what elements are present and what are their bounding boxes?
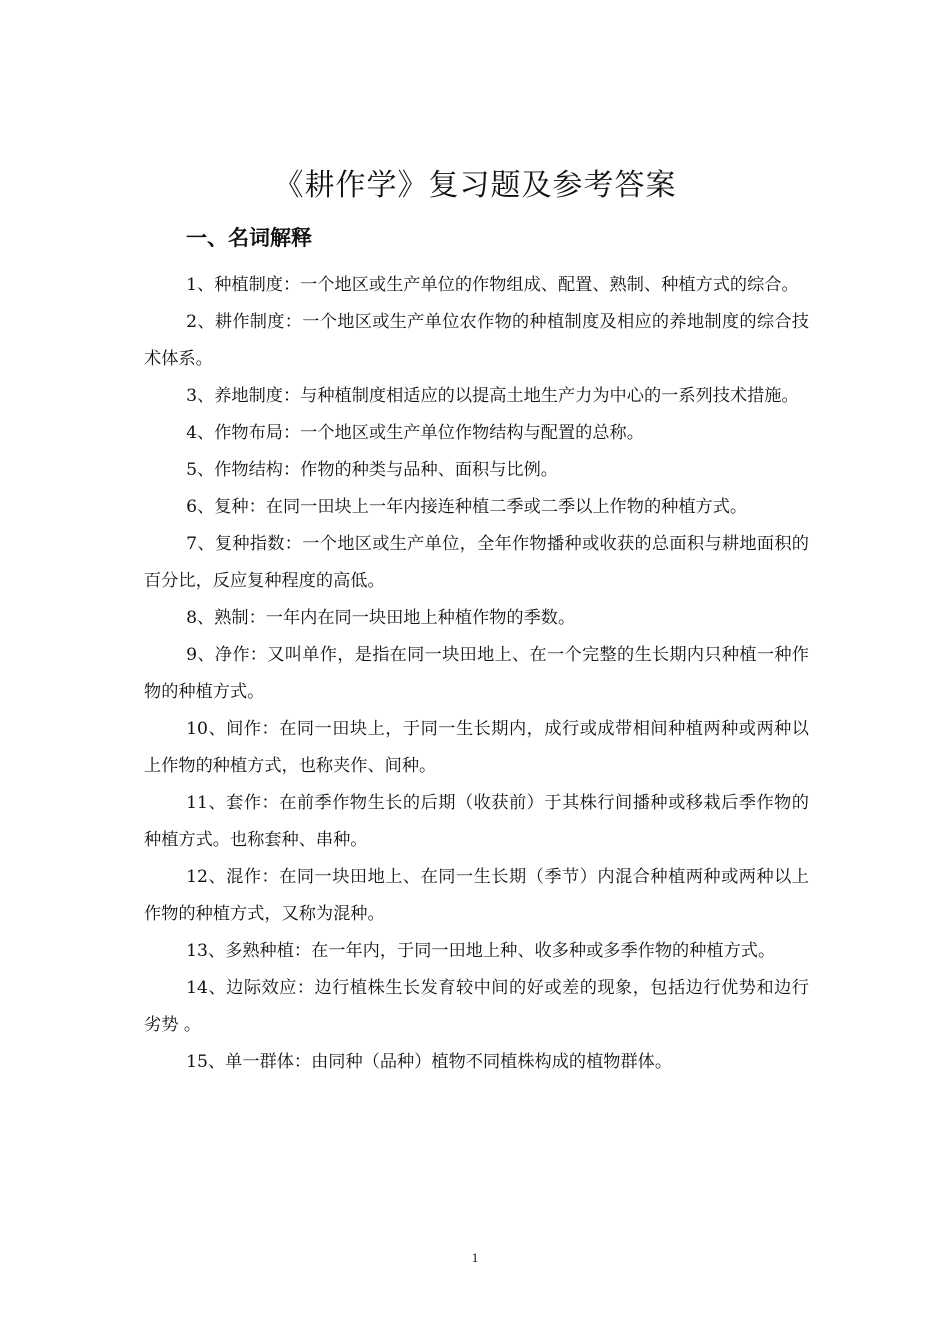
definition-item: 7、复种指数：一个地区或生产单位，全年作物播种或收获的总面积与耕地面积的百分比，反应复种程度的高低。 (144, 534, 809, 591)
page-title: 《耕作学》复习题及参考答案 (273, 168, 677, 203)
definition-item: 11、套作：在前季作物生长的后期（收获前）于其株行间播种或移栽后季作物的种植方式。也称套种、串种。 (144, 793, 809, 850)
section-heading: 一、名词解释 (186, 226, 312, 250)
definition-item: 8、熟制：一年内在同一块田地上种植作物的季数。 (186, 608, 576, 628)
definition-item: 4、作物布局：一个地区或生产单位作物结构与配置的总称。 (186, 423, 644, 443)
definition-item: 15、单一群体：由同种（品种）植物不同植株构成的植物群体。 (186, 1052, 673, 1072)
definition-list (144, 267, 809, 1081)
definition-item: 10、间作：在同一田块上，于同一生长期内，成行或成带相间种植两种或两种以上作物的种植方式，也称夹作、间种。 (144, 719, 809, 776)
definition-item: 12、混作：在同一块田地上、在同一生长期（季节）内混合种植两种或两种以上作物的种植方式，又称为混种。 (144, 867, 809, 924)
definition-item: 6、复种：在同一田块上一年内接连种植二季或二季以上作物的种植方式。 (186, 497, 748, 517)
definition-item: 14、边际效应：边行植株生长发育较中间的好或差的现象，包括边行优势和边行劣势 。 (144, 978, 809, 1035)
definition-item: 13、多熟种植：在一年内，于同一田地上种、收多种或多季作物的种植方式。 (186, 941, 776, 961)
definition-item: 3、养地制度：与种植制度相适应的以提高土地生产力为中心的一系列技术措施。 (186, 386, 799, 406)
definition-item: 9、净作：又叫单作，是指在同一块田地上、在一个完整的生长期内只种植一种作物的种植方式。 (144, 645, 809, 702)
definition-item: 1、种植制度：一个地区或生产单位的作物组成、配置、熟制、种植方式的综合。 (186, 275, 799, 295)
definition-item: 5、作物结构：作物的种类与品种、面积与比例。 (186, 460, 558, 480)
page-number: 1 (471, 1250, 479, 1265)
definition-item: 2、耕作制度：一个地区或生产单位农作物的种植制度及相应的养地制度的综合技术体系。 (144, 312, 809, 369)
